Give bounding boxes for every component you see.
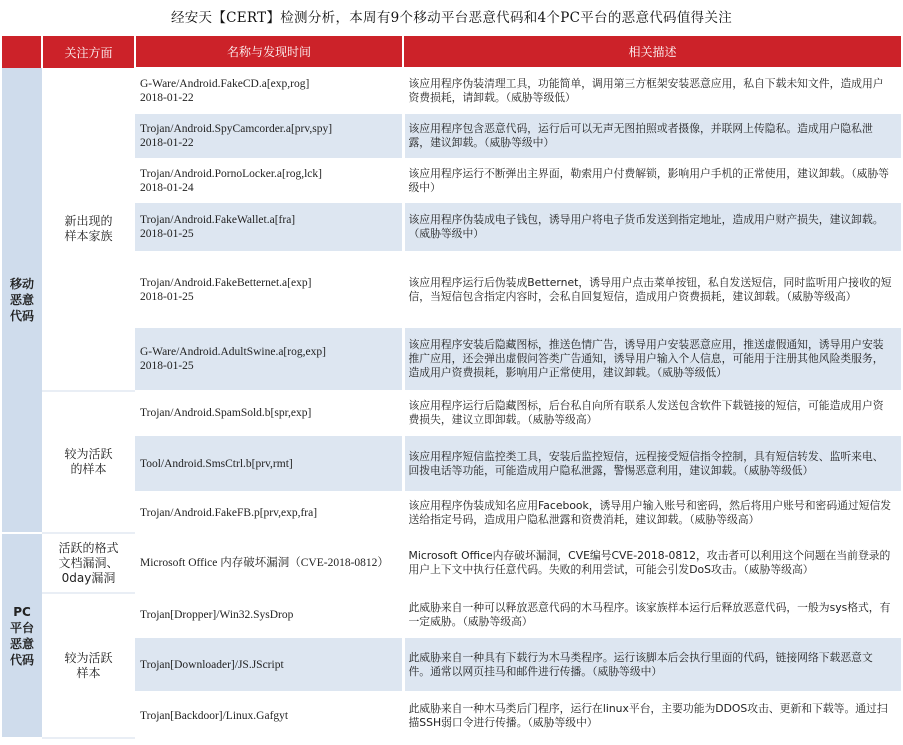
category-active-mobile: 较为活跃 的样本 — [42, 391, 135, 533]
malware-description: 该应用程序运行后隐藏图标，后台私自向所有联系人发送包含软件下载链接的短信，可能造成用户资费损失，建议立即卸载。（威胁等级高） — [403, 391, 901, 435]
table-row — [2, 637, 901, 692]
malware-description: 此威胁来自一种木马类后门程序，运行在linux平台，主要功能为DDOS攻击、更新和下载等。通过扫描SSH弱口令进行传播。（威胁等级中） — [403, 692, 901, 738]
malware-description: Microsoft Office内存破坏漏洞，CVE编号CVE-2018-0812，攻击者可以利用这个问题在当前登录的用户上下文中执行任意代码。失败的利用尝试，可能会引发DoS攻击。（威胁等级高） — [403, 533, 901, 593]
table-row — [2, 435, 901, 492]
header-row — [2, 36, 901, 68]
malware-name: Trojan/Android.FakeFB.p[prv,exp,fra] — [135, 492, 403, 533]
malware-name: Trojan/Android.FakeBetternet.a[exp] 2018-01-25 — [135, 252, 403, 327]
malware-description: 该应用程序伪装成电子钱包，诱导用户将电子货币发送到指定地址，造成用户财产损失，建议卸载。（威胁等级中） — [403, 202, 901, 252]
malware-name: Trojan/Android.PornoLocker.a[rog,lck] 2018-01-24 — [135, 159, 403, 202]
malware-description: 该应用程序运行不断弹出主界面，勒索用户付费解锁，影响用户手机的正常使用，建议卸载。（威胁等级中） — [403, 159, 901, 202]
malware-name: G-Ware/Android.AdultSwine.a[rog,exp] 2018-01-25 — [135, 327, 403, 391]
table-row — [2, 252, 901, 327]
table-row — [2, 159, 901, 202]
table-row — [2, 327, 901, 391]
malware-name: Trojan/Android.SpyCamcorder.a[prv,spy] 2018-01-22 — [135, 113, 403, 159]
section-mobile: 移动 恶意 代码 — [2, 68, 42, 533]
malware-description: 此威胁来自一种具有下载行为木马类程序。运行该脚本后会执行里面的代码，链接网络下载恶意文件。通常以网页挂马和邮件进行传播。（威胁等级中） — [403, 637, 901, 692]
table-row — [2, 68, 901, 113]
malware-name: G-Ware/Android.FakeCD.a[exp,rog] 2018-01-22 — [135, 68, 403, 113]
table-row — [2, 391, 901, 435]
malware-description: 该应用程序伪装清理工具，功能简单，调用第三方框架安装恶意应用，私自下载未知文件，造成用户资费损耗，请卸载。（威胁等级低） — [403, 68, 901, 113]
malware-name: Trojan[Dropper]/Win32.SysDrop — [135, 593, 403, 637]
table-row — [2, 533, 901, 593]
table-row — [2, 492, 901, 533]
malware-name: Trojan/Android.SpamSold.b[spr,exp] — [135, 391, 403, 435]
header-name: 名称与发现时间 — [135, 36, 403, 68]
malware-description: 此威胁来自一种可以释放恶意代码的木马程序。该家族样本运行后释放恶意代码，一般为sys格式，有一定威胁。（威胁等级高） — [403, 593, 901, 637]
category-vuln: 活跃的格式 文档漏洞、 0day漏洞 — [42, 533, 135, 593]
malware-description: 该应用程序包含恶意代码，运行后可以无声无图拍照或者摄像，并联网上传隐私。造成用户隐私泄露，建议卸载。（威胁等级中） — [403, 113, 901, 159]
malware-description: 该应用程序伪装成知名应用Facebook，诱导用户输入账号和密码，然后将用户账号和密码通过短信发送给指定号码，造成用户隐私泄露和资费消耗，建议卸载。（威胁等级高） — [403, 492, 901, 533]
section-pc: PC 平台 恶意 代码 — [2, 533, 42, 738]
malware-description: 该应用程序安装后隐藏图标，推送色情广告，诱导用户安装恶意应用，推送虚假通知，诱导用户安装推广应用，还会弹出虚假问答类广告通知，诱导用户输入个人信息，可能用于注册其他风险类服务，造成用户资费损耗，影响用户正常使用，建议卸载。（威胁等级低） — [403, 327, 901, 391]
table-row — [2, 593, 901, 637]
table-row — [2, 202, 901, 252]
table-row — [2, 692, 901, 738]
malware-name: Tool/Android.SmsCtrl.b[prv,rmt] — [135, 435, 403, 492]
table-row — [2, 113, 901, 159]
malware-description: 该应用程序运行后伪装成Betternet，诱导用户点击菜单按钮，私自发送短信，同时监听用户接收的短信，当短信包含指定内容时，会私自回复短信，造成用户资费损耗，建议卸载。（威胁等级高） — [403, 252, 901, 327]
header-section — [2, 36, 42, 68]
header-focus: 关注方面 — [42, 36, 135, 68]
header-desc: 相关描述 — [403, 36, 901, 68]
malware-name: Trojan[Backdoor]/Linux.Gafgyt — [135, 692, 403, 738]
malware-name: Microsoft Office 内存破坏漏洞（CVE-2018-0812） — [135, 533, 403, 593]
malware-description: 该应用程序短信监控类工具，安装后监控短信，远程接受短信指令控制，具有短信转发、监听来电、回拨电话等功能，可能造成用户隐私泄露，警惕恶意利用，建议卸载。（威胁等级低） — [403, 435, 901, 492]
table-caption: 经安天【CERT】检测分析，本周有9个移动平台恶意代码和4个PC平台的恶意代码值得关注 — [170, 10, 733, 26]
malware-table — [2, 36, 901, 739]
malware-name: Trojan[Downloader]/JS.JScript — [135, 637, 403, 692]
category-new-family: 新出现的 样本家族 — [42, 68, 135, 391]
category-active-pc: 较为活跃 样本 — [42, 593, 135, 738]
malware-name: Trojan/Android.FakeWallet.a[fra] 2018-01-25 — [135, 202, 403, 252]
